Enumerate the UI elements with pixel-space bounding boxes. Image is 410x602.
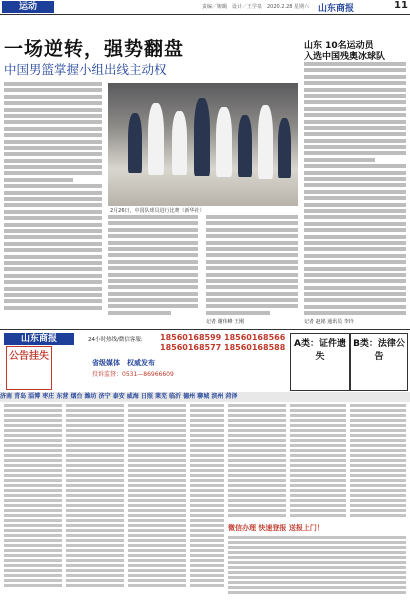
- section-divider: [0, 329, 410, 330]
- hotline-label: 24小时热线/微信客服:: [88, 337, 143, 343]
- main-byline: 记者 谢伟峰 王刚: [206, 319, 245, 325]
- classified-col-3: [128, 404, 186, 598]
- legal-notice-title: B类：法律公告: [353, 339, 405, 362]
- phone-1: 18560168599: [160, 333, 222, 342]
- cities-bar: 济南 青岛 淄博 枣庄 东营 烟台 潍坊 济宁 泰安 威海 日照 莱芜 临沂 德州 聊城 滨州 菏泽: [0, 392, 410, 402]
- main-headline: 一场逆转，强势翻盘: [4, 38, 185, 60]
- right-headline-1: 山东 10名运动员: [304, 41, 374, 51]
- wechat-banner: 微信办理 快速登报 送报上门！: [228, 524, 324, 532]
- ad-tagline-2: 投诉监督：0531—86966609: [92, 371, 174, 378]
- main-subhead: 中国男篮掌握小组出线主动权: [4, 62, 167, 77]
- classified-col-7: [350, 404, 406, 520]
- page-header: [0, 0, 410, 15]
- classified-col-4: [190, 404, 224, 598]
- header-meta: 责编／姬璐 设计／王学泉 2020.2.28 星期六: [202, 4, 310, 10]
- classified-col-8: [228, 536, 406, 598]
- notice-box: 公告挂失: [6, 346, 52, 390]
- main-text-col2: [108, 215, 198, 315]
- section-tag: 运动: [2, 1, 54, 13]
- game-photo: [108, 83, 298, 206]
- classified-col-1: [4, 404, 62, 598]
- page-number: 11: [394, 0, 408, 11]
- lost-docs-box: [290, 333, 350, 391]
- classified-logo: 山东商报: [4, 333, 74, 345]
- classified-col-2: [66, 404, 124, 598]
- main-text-col1: [4, 82, 102, 327]
- phone-numbers: [160, 333, 285, 353]
- classified-col-6: [290, 404, 346, 520]
- photo-caption: 2月26日，中国队球员进行比赛（新华社）: [110, 208, 205, 214]
- ad-tagline: 省级媒体 权威发布: [92, 359, 155, 367]
- classified-col-5: [228, 404, 286, 520]
- phone-3: 18560168577: [160, 343, 222, 352]
- paper-name: 山东商报: [318, 4, 355, 14]
- phone-4: 18560168588: [224, 343, 286, 352]
- phone-2: 18560168566: [224, 333, 286, 342]
- lost-docs-title: A类：证件遗失: [294, 339, 346, 362]
- right-text-col: [304, 62, 406, 317]
- main-text-col3: [206, 215, 298, 315]
- right-byline: 记者 赵铭 通讯员 李玲: [304, 319, 354, 325]
- legal-notice-box: [350, 333, 408, 391]
- right-headline-2: 入选中国残奥冰球队: [304, 52, 386, 62]
